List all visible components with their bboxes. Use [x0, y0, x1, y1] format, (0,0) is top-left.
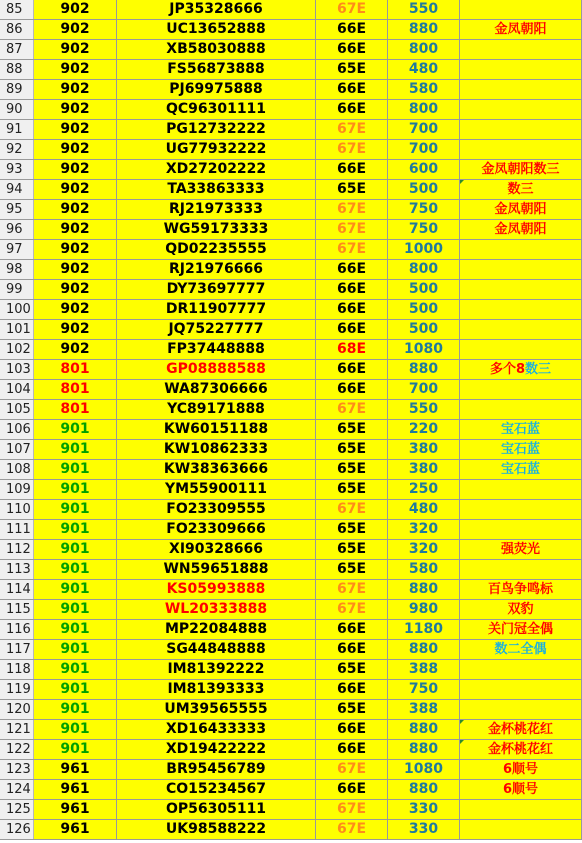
- note-cell[interactable]: 金凤朝阳: [460, 20, 582, 39]
- area-code-cell[interactable]: 901: [34, 720, 117, 739]
- area-code-cell[interactable]: 901: [34, 620, 117, 639]
- area-code-cell[interactable]: 901: [34, 600, 117, 619]
- row-number-header[interactable]: 121: [0, 720, 34, 739]
- note-cell[interactable]: [460, 60, 582, 79]
- note-cell[interactable]: [460, 240, 582, 259]
- note-cell[interactable]: [460, 800, 582, 819]
- row-number-header[interactable]: 95: [0, 200, 34, 219]
- price-cell[interactable]: 500: [388, 280, 460, 299]
- note-cell[interactable]: 金凤朝阳: [460, 220, 582, 239]
- plate-number-cell[interactable]: PG12732222: [117, 120, 316, 139]
- plate-number-cell[interactable]: FS56873888: [117, 60, 316, 79]
- price-cell[interactable]: 600: [388, 160, 460, 179]
- area-code-cell[interactable]: 902: [34, 300, 117, 319]
- table-row: [0, 80, 582, 100]
- plate-number-cell[interactable]: WN59651888: [117, 560, 316, 579]
- model-code-cell[interactable]: 67E: [316, 140, 388, 159]
- model-code-cell[interactable]: 67E: [316, 820, 388, 839]
- price-cell[interactable]: 880: [388, 720, 460, 739]
- plate-number-cell[interactable]: IM81393333: [117, 680, 316, 699]
- table-row: [0, 520, 582, 540]
- note-cell[interactable]: [460, 340, 582, 359]
- row-number-header[interactable]: 111: [0, 520, 34, 539]
- model-code-cell[interactable]: 67E: [316, 760, 388, 779]
- note-cell[interactable]: [460, 400, 582, 419]
- area-code-cell[interactable]: 902: [34, 100, 117, 119]
- table-row: [0, 620, 582, 640]
- note-text-segment: 数三: [525, 362, 552, 377]
- plate-number-cell[interactable]: MP22084888: [117, 620, 316, 639]
- model-code-cell[interactable]: 67E: [316, 500, 388, 519]
- row-number-header[interactable]: 113: [0, 560, 34, 579]
- model-code-cell[interactable]: 66E: [316, 780, 388, 799]
- plate-number-cell[interactable]: RJ21976666: [117, 260, 316, 279]
- area-code-cell[interactable]: 901: [34, 500, 117, 519]
- model-code-cell[interactable]: 65E: [316, 700, 388, 719]
- model-code-cell[interactable]: 66E: [316, 720, 388, 739]
- table-row: [0, 140, 582, 160]
- model-code-cell[interactable]: 67E: [316, 200, 388, 219]
- model-code-cell[interactable]: 66E: [316, 40, 388, 59]
- area-code-cell[interactable]: 901: [34, 700, 117, 719]
- row-number-header[interactable]: 123: [0, 760, 34, 779]
- plate-number-cell[interactable]: GP08888588: [117, 360, 316, 379]
- table-row: [0, 580, 582, 600]
- table-row: [0, 720, 582, 740]
- row-number-header[interactable]: 120: [0, 700, 34, 719]
- area-code-cell[interactable]: 901: [34, 540, 117, 559]
- price-cell[interactable]: 880: [388, 640, 460, 659]
- plate-number-cell[interactable]: FP37448888: [117, 340, 316, 359]
- plate-number-cell[interactable]: JP35328666: [117, 0, 316, 19]
- plate-number-cell[interactable]: PJ69975888: [117, 80, 316, 99]
- note-cell[interactable]: [460, 480, 582, 499]
- price-cell[interactable]: 380: [388, 460, 460, 479]
- note-cell[interactable]: 双豹: [460, 600, 582, 619]
- area-code-cell[interactable]: 902: [34, 80, 117, 99]
- row-number-header[interactable]: 119: [0, 680, 34, 699]
- table-row: [0, 480, 582, 500]
- plate-number-cell[interactable]: OP56305111: [117, 800, 316, 819]
- price-cell[interactable]: 750: [388, 680, 460, 699]
- table-row: [0, 300, 582, 320]
- area-code-cell[interactable]: 902: [34, 40, 117, 59]
- plate-number-cell[interactable]: FO23309666: [117, 520, 316, 539]
- area-code-cell[interactable]: 901: [34, 420, 117, 439]
- model-code-cell[interactable]: 66E: [316, 80, 388, 99]
- note-cell[interactable]: [460, 500, 582, 519]
- area-code-cell[interactable]: 902: [34, 20, 117, 39]
- table-row: [0, 420, 582, 440]
- table-row: [0, 20, 582, 40]
- plate-number-cell[interactable]: XB58030888: [117, 40, 316, 59]
- plate-number-cell[interactable]: UK98588222: [117, 820, 316, 839]
- price-cell[interactable]: 700: [388, 140, 460, 159]
- row-number-header[interactable]: 106: [0, 420, 34, 439]
- plate-number-cell[interactable]: XD27202222: [117, 160, 316, 179]
- price-cell[interactable]: 700: [388, 380, 460, 399]
- model-code-cell[interactable]: 67E: [316, 800, 388, 819]
- row-number-header[interactable]: 101: [0, 320, 34, 339]
- table-row: [0, 640, 582, 660]
- price-cell[interactable]: 388: [388, 660, 460, 679]
- row-number-header[interactable]: 117: [0, 640, 34, 659]
- model-code-cell[interactable]: 66E: [316, 160, 388, 179]
- model-code-cell[interactable]: 68E: [316, 340, 388, 359]
- model-code-cell[interactable]: 65E: [316, 420, 388, 439]
- price-cell[interactable]: 800: [388, 260, 460, 279]
- area-code-cell[interactable]: 961: [34, 820, 117, 839]
- model-code-cell[interactable]: 66E: [316, 260, 388, 279]
- table-row: [0, 820, 582, 840]
- plate-number-cell[interactable]: JQ75227777: [117, 320, 316, 339]
- note-cell[interactable]: [460, 300, 582, 319]
- area-code-cell[interactable]: 902: [34, 220, 117, 239]
- plate-number-cell[interactable]: TA33863333: [117, 180, 316, 199]
- model-code-cell[interactable]: 67E: [316, 600, 388, 619]
- area-code-cell[interactable]: 901: [34, 560, 117, 579]
- note-cell[interactable]: [460, 700, 582, 719]
- table-row: [0, 340, 582, 360]
- model-code-cell[interactable]: 65E: [316, 440, 388, 459]
- price-cell[interactable]: 320: [388, 540, 460, 559]
- note-cell[interactable]: 关门冠全偶: [460, 620, 582, 639]
- area-code-cell[interactable]: 901: [34, 680, 117, 699]
- table-row: [0, 280, 582, 300]
- note-cell[interactable]: [460, 120, 582, 139]
- area-code-cell[interactable]: 902: [34, 140, 117, 159]
- model-code-cell[interactable]: 65E: [316, 180, 388, 199]
- table-row: [0, 460, 582, 480]
- area-code-cell[interactable]: 901: [34, 460, 117, 479]
- area-code-cell[interactable]: 902: [34, 340, 117, 359]
- table-row: [0, 760, 582, 780]
- note-cell[interactable]: 宝石蓝: [460, 440, 582, 459]
- model-code-cell[interactable]: 67E: [316, 220, 388, 239]
- plate-number-cell[interactable]: QD02235555: [117, 240, 316, 259]
- model-code-cell[interactable]: 66E: [316, 740, 388, 759]
- note-cell[interactable]: [460, 140, 582, 159]
- price-cell[interactable]: 880: [388, 580, 460, 599]
- price-cell[interactable]: 800: [388, 40, 460, 59]
- note-cell[interactable]: 宝石蓝: [460, 420, 582, 439]
- model-code-cell[interactable]: 66E: [316, 320, 388, 339]
- table-row: [0, 160, 582, 180]
- row-number-header[interactable]: 110: [0, 500, 34, 519]
- model-code-cell[interactable]: 65E: [316, 540, 388, 559]
- plate-number-cell[interactable]: FO23309555: [117, 500, 316, 519]
- model-code-cell[interactable]: 67E: [316, 120, 388, 139]
- row-number-header[interactable]: 104: [0, 380, 34, 399]
- model-code-cell[interactable]: 66E: [316, 640, 388, 659]
- model-code-cell[interactable]: 66E: [316, 360, 388, 379]
- area-code-cell[interactable]: 801: [34, 360, 117, 379]
- row-number-header[interactable]: 97: [0, 240, 34, 259]
- price-cell[interactable]: 500: [388, 180, 460, 199]
- table-row: [0, 320, 582, 340]
- row-number-header[interactable]: 91: [0, 120, 34, 139]
- row-number-header[interactable]: 90: [0, 100, 34, 119]
- area-code-cell[interactable]: 901: [34, 640, 117, 659]
- row-number-header[interactable]: 94: [0, 180, 34, 199]
- plate-number-cell[interactable]: WA87306666: [117, 380, 316, 399]
- price-cell[interactable]: 1000: [388, 240, 460, 259]
- price-cell[interactable]: 980: [388, 600, 460, 619]
- price-cell[interactable]: 1180: [388, 620, 460, 639]
- price-cell[interactable]: 250: [388, 480, 460, 499]
- plate-number-cell[interactable]: DR11907777: [117, 300, 316, 319]
- plate-number-cell[interactable]: UG77932222: [117, 140, 316, 159]
- table-row: [0, 40, 582, 60]
- note-cell[interactable]: [460, 0, 582, 19]
- note-cell[interactable]: 数二全偶: [460, 640, 582, 659]
- table-row: [0, 540, 582, 560]
- plate-number-cell[interactable]: WL20333888: [117, 600, 316, 619]
- price-cell[interactable]: 480: [388, 60, 460, 79]
- price-cell[interactable]: 330: [388, 800, 460, 819]
- note-cell[interactable]: 百鸟争鸣标: [460, 580, 582, 599]
- table-row: [0, 740, 582, 760]
- plate-number-cell[interactable]: SG44848888: [117, 640, 316, 659]
- area-code-cell[interactable]: 902: [34, 160, 117, 179]
- price-cell[interactable]: 880: [388, 780, 460, 799]
- note-cell[interactable]: [460, 380, 582, 399]
- table-row: [0, 680, 582, 700]
- area-code-cell[interactable]: 901: [34, 660, 117, 679]
- plate-number-cell[interactable]: YC89171888: [117, 400, 316, 419]
- model-code-cell[interactable]: 66E: [316, 280, 388, 299]
- row-number-header[interactable]: 98: [0, 260, 34, 279]
- price-cell[interactable]: 1080: [388, 340, 460, 359]
- table-row: [0, 660, 582, 680]
- model-code-cell[interactable]: 66E: [316, 100, 388, 119]
- area-code-cell[interactable]: 902: [34, 120, 117, 139]
- note-cell[interactable]: [460, 260, 582, 279]
- plate-number-cell[interactable]: KW10862333: [117, 440, 316, 459]
- note-cell[interactable]: [460, 660, 582, 679]
- area-code-cell[interactable]: 902: [34, 260, 117, 279]
- plate-number-cell[interactable]: XI90328666: [117, 540, 316, 559]
- note-cell[interactable]: [460, 360, 582, 379]
- note-cell[interactable]: 金杯桃花红: [460, 720, 582, 739]
- note-text-segment: 多个8: [489, 362, 526, 377]
- table-row: [0, 0, 582, 20]
- table-row: [0, 500, 582, 520]
- table-row: [0, 700, 582, 720]
- row-number-header[interactable]: 86: [0, 20, 34, 39]
- area-code-cell[interactable]: 902: [34, 180, 117, 199]
- note-cell[interactable]: [460, 680, 582, 699]
- plate-number-cell[interactable]: XD16433333: [117, 720, 316, 739]
- model-code-cell[interactable]: 67E: [316, 0, 388, 19]
- plate-number-cell[interactable]: UM39565555: [117, 700, 316, 719]
- price-cell[interactable]: 880: [388, 740, 460, 759]
- row-number-header[interactable]: 102: [0, 340, 34, 359]
- row-number-header[interactable]: 107: [0, 440, 34, 459]
- price-cell[interactable]: 220: [388, 420, 460, 439]
- price-cell[interactable]: 550: [388, 400, 460, 419]
- price-cell[interactable]: 580: [388, 80, 460, 99]
- row-number-header[interactable]: 115: [0, 600, 34, 619]
- price-cell[interactable]: 880: [388, 360, 460, 379]
- area-code-cell[interactable]: 901: [34, 520, 117, 539]
- note-cell[interactable]: 金凤朝阳: [460, 200, 582, 219]
- model-code-cell[interactable]: 65E: [316, 560, 388, 579]
- area-code-cell[interactable]: 902: [34, 240, 117, 259]
- table-row: [0, 360, 582, 380]
- row-number-header[interactable]: 126: [0, 820, 34, 839]
- area-code-cell[interactable]: 901: [34, 740, 117, 759]
- row-number-header[interactable]: 114: [0, 580, 34, 599]
- plate-number-cell[interactable]: YM55900111: [117, 480, 316, 499]
- price-cell[interactable]: 550: [388, 0, 460, 19]
- model-code-cell[interactable]: 67E: [316, 240, 388, 259]
- row-number-header[interactable]: 124: [0, 780, 34, 799]
- table-row: [0, 800, 582, 820]
- note-cell[interactable]: [460, 320, 582, 339]
- model-code-cell[interactable]: 66E: [316, 620, 388, 639]
- plate-number-cell[interactable]: IM81392222: [117, 660, 316, 679]
- price-cell[interactable]: 500: [388, 320, 460, 339]
- plate-number-cell[interactable]: QC96301111: [117, 100, 316, 119]
- note-cell[interactable]: 6顺号: [460, 760, 582, 779]
- table-row: [0, 560, 582, 580]
- area-code-cell[interactable]: 961: [34, 760, 117, 779]
- model-code-cell[interactable]: 65E: [316, 460, 388, 479]
- row-number-header[interactable]: 92: [0, 140, 34, 159]
- row-number-header[interactable]: 93: [0, 160, 34, 179]
- plate-number-cell[interactable]: RJ21973333: [117, 200, 316, 219]
- price-cell[interactable]: 580: [388, 560, 460, 579]
- row-number-header[interactable]: 108: [0, 460, 34, 479]
- area-code-cell[interactable]: 902: [34, 320, 117, 339]
- area-code-cell[interactable]: 901: [34, 480, 117, 499]
- price-cell[interactable]: 750: [388, 200, 460, 219]
- price-cell[interactable]: 330: [388, 820, 460, 839]
- area-code-cell[interactable]: 961: [34, 780, 117, 799]
- plate-number-cell[interactable]: DY73697777: [117, 280, 316, 299]
- price-cell[interactable]: 700: [388, 120, 460, 139]
- note-cell[interactable]: 金凤朝阳数三: [460, 160, 582, 179]
- note-cell[interactable]: [460, 820, 582, 839]
- row-number-header[interactable]: 122: [0, 740, 34, 759]
- plate-number-cell[interactable]: KW60151188: [117, 420, 316, 439]
- table-row: [0, 60, 582, 80]
- row-number-header[interactable]: 105: [0, 400, 34, 419]
- plate-number-cell[interactable]: KW38363666: [117, 460, 316, 479]
- table-row: [0, 440, 582, 460]
- area-code-cell[interactable]: 801: [34, 380, 117, 399]
- model-code-cell[interactable]: 65E: [316, 520, 388, 539]
- area-code-cell[interactable]: 902: [34, 280, 117, 299]
- model-code-cell[interactable]: 65E: [316, 480, 388, 499]
- plate-number-cell[interactable]: WG59173333: [117, 220, 316, 239]
- row-number-header[interactable]: 112: [0, 540, 34, 559]
- model-code-cell[interactable]: 67E: [316, 580, 388, 599]
- area-code-cell[interactable]: 902: [34, 60, 117, 79]
- table-row: [0, 400, 582, 420]
- note-cell[interactable]: [460, 280, 582, 299]
- row-number-header[interactable]: 100: [0, 300, 34, 319]
- note-cell[interactable]: 6顺号: [460, 780, 582, 799]
- row-number-header[interactable]: 87: [0, 40, 34, 59]
- area-code-cell[interactable]: 902: [34, 200, 117, 219]
- table-row: [0, 380, 582, 400]
- row-number-header[interactable]: 96: [0, 220, 34, 239]
- note-cell[interactable]: [460, 100, 582, 119]
- area-code-cell[interactable]: 961: [34, 800, 117, 819]
- model-code-cell[interactable]: 66E: [316, 380, 388, 399]
- area-code-cell[interactable]: 902: [34, 0, 117, 19]
- price-cell[interactable]: 750: [388, 220, 460, 239]
- row-number-header[interactable]: 85: [0, 0, 34, 19]
- note-cell[interactable]: [460, 80, 582, 99]
- plate-number-cell[interactable]: BR95456789: [117, 760, 316, 779]
- table-row: [0, 100, 582, 120]
- model-code-cell[interactable]: 65E: [316, 60, 388, 79]
- row-number-header[interactable]: 88: [0, 60, 34, 79]
- price-cell[interactable]: 1080: [388, 760, 460, 779]
- table-row: [0, 180, 582, 200]
- note-cell[interactable]: 金杯桃花红: [460, 740, 582, 759]
- plate-number-cell[interactable]: UC13652888: [117, 20, 316, 39]
- row-number-header[interactable]: 109: [0, 480, 34, 499]
- row-number-header[interactable]: 103: [0, 360, 34, 379]
- note-cell[interactable]: [460, 40, 582, 59]
- price-cell[interactable]: 880: [388, 20, 460, 39]
- plate-number-cell[interactable]: CO15234567: [117, 780, 316, 799]
- area-code-cell[interactable]: 801: [34, 400, 117, 419]
- plate-number-cell[interactable]: KS05993888: [117, 580, 316, 599]
- table-row: [0, 240, 582, 260]
- area-code-cell[interactable]: 901: [34, 440, 117, 459]
- table-row: [0, 260, 582, 280]
- table-row: [0, 600, 582, 620]
- area-code-cell[interactable]: 901: [34, 580, 117, 599]
- price-cell[interactable]: 380: [388, 440, 460, 459]
- row-number-header[interactable]: 89: [0, 80, 34, 99]
- note-cell[interactable]: 强荧光: [460, 540, 582, 559]
- table-row: [0, 120, 582, 140]
- row-number-header[interactable]: 116: [0, 620, 34, 639]
- row-number-header[interactable]: 99: [0, 280, 34, 299]
- plate-number-cell[interactable]: XD19422222: [117, 740, 316, 759]
- model-code-cell[interactable]: 67E: [316, 400, 388, 419]
- row-number-header[interactable]: 125: [0, 800, 34, 819]
- table-row: [0, 780, 582, 800]
- table-row: [0, 200, 582, 220]
- note-cell[interactable]: 数三: [460, 180, 582, 199]
- model-code-cell[interactable]: 66E: [316, 300, 388, 319]
- price-cell[interactable]: 388: [388, 700, 460, 719]
- table-row: [0, 220, 582, 240]
- price-cell[interactable]: 500: [388, 300, 460, 319]
- row-number-header[interactable]: 118: [0, 660, 34, 679]
- model-code-cell[interactable]: 66E: [316, 680, 388, 699]
- note-cell[interactable]: [460, 560, 582, 579]
- note-cell[interactable]: [460, 520, 582, 539]
- note-cell[interactable]: 宝石蓝: [460, 460, 582, 479]
- price-cell[interactable]: 480: [388, 500, 460, 519]
- model-code-cell[interactable]: 66E: [316, 20, 388, 39]
- model-code-cell[interactable]: 65E: [316, 660, 388, 679]
- price-cell[interactable]: 320: [388, 520, 460, 539]
- price-cell[interactable]: 800: [388, 100, 460, 119]
